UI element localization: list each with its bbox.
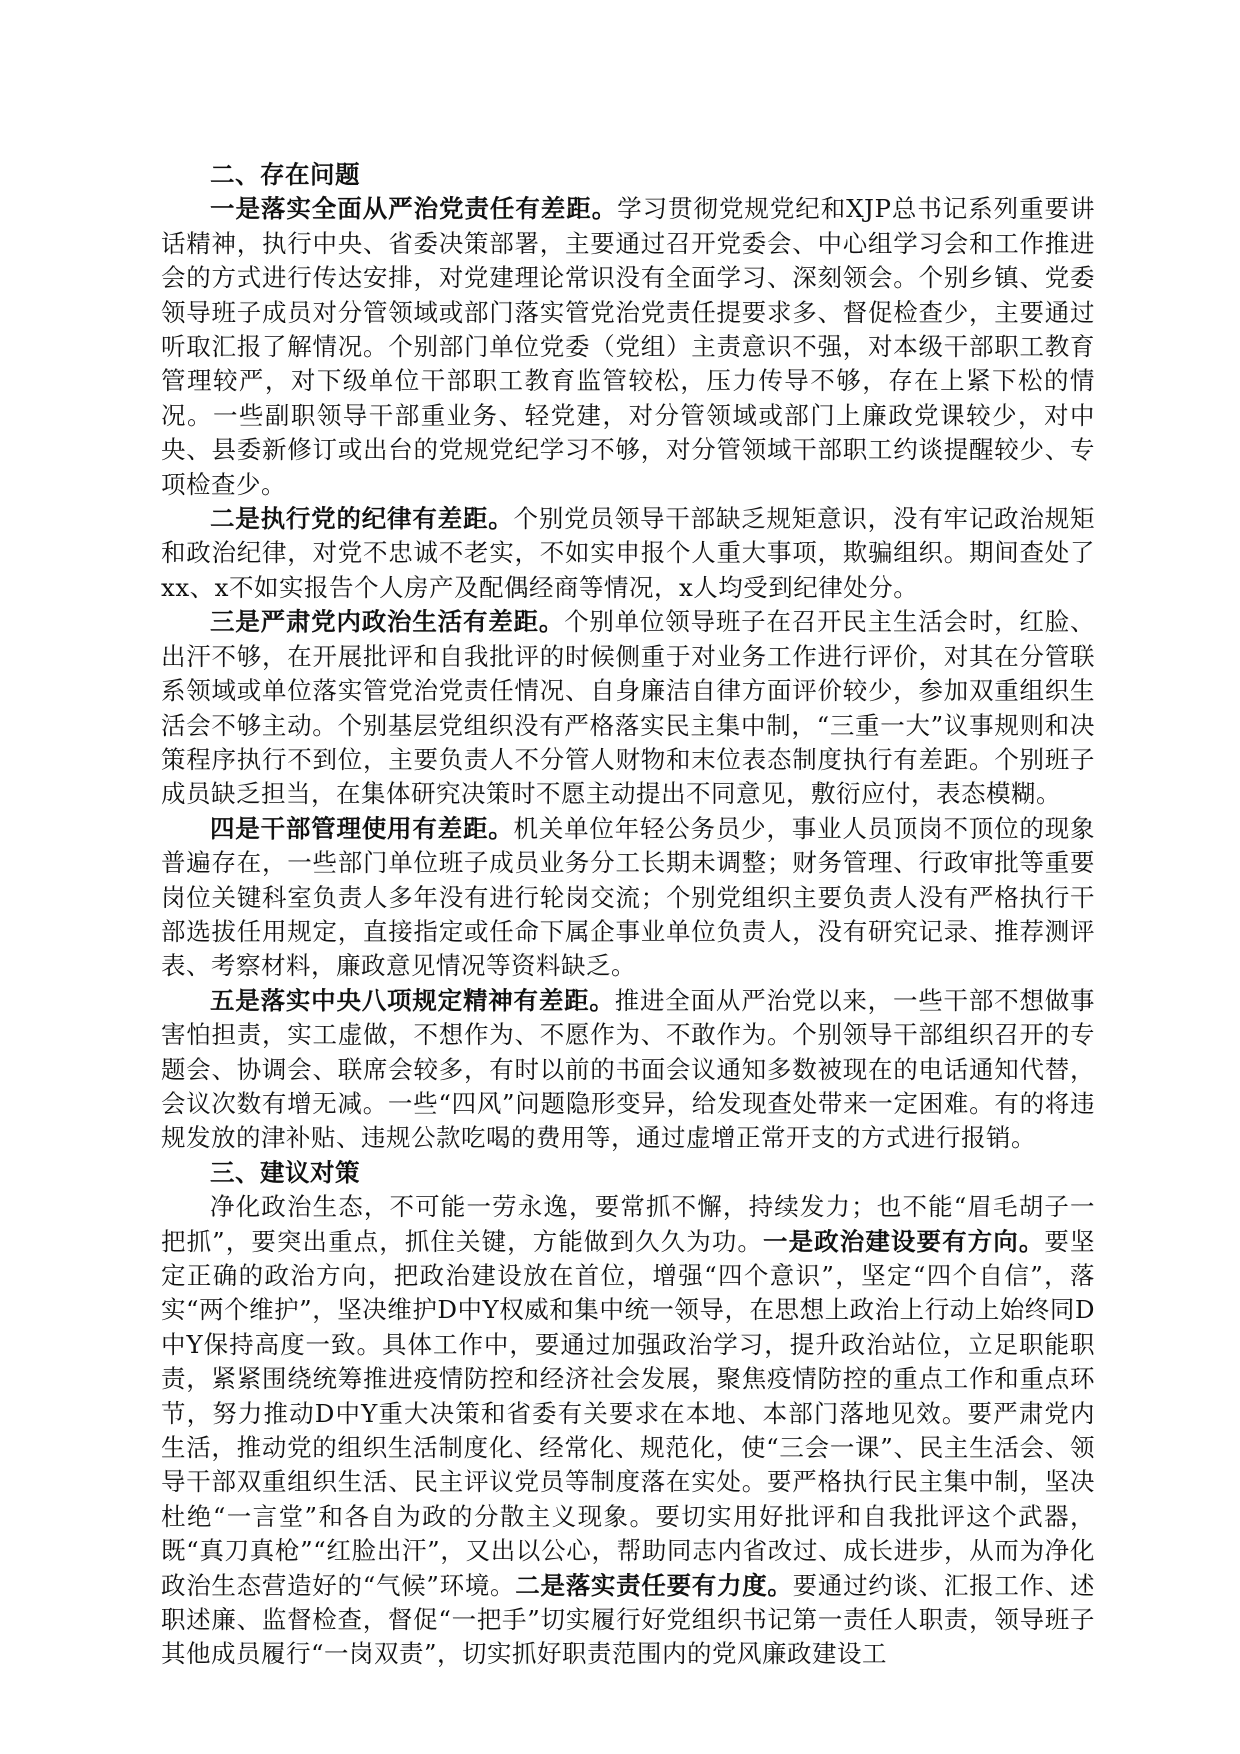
paragraph-lead: 二是执行党的纪律有差距。 bbox=[210, 504, 514, 534]
paragraph-lead: 一是政治建设要有方向。 bbox=[763, 1226, 1045, 1256]
paragraph-problem-4 bbox=[161, 812, 1095, 984]
section-heading-problems: 二、存在问题 bbox=[210, 160, 360, 189]
paragraph-problem-2 bbox=[161, 502, 1095, 605]
paragraph-problem-1 bbox=[161, 192, 1095, 502]
paragraph-text: 学习贯彻党规党纪和XJP总书记系列重要讲话精神，执行中央、省委决策部署，主要通过召开党委会、中心组学习会和工作推进会的方式进行传达安排，对党建理论常识没有全面学习、深刻领会。个别乡镇、党委领导班子成员对分管领域或部门落实管党治党责任提要求多、督促检查少，主要通过听取汇报了解情况。个别部门单位党委（党组）主责意识不强，对本级干部职工教育管理较严，对下级单位干部职工教育监管较松，压力传导不够，存在上紧下松的情况。一些副职领导干部重业务、轻党建，对分管领域或部门上廉政党课较少，对中央、县委新修订或出台的党规党纪学习不够，对分管领域干部职工约谈提醒较少、专项检查少。 bbox=[161, 194, 1096, 499]
paragraph-lead: 五是落实中央八项规定精神有差距。 bbox=[210, 985, 615, 1015]
paragraph-lead: 二是落实责任要有力度。 bbox=[515, 1570, 793, 1600]
document-page bbox=[161, 158, 1095, 1672]
section-heading-suggestions: 三、建议对策 bbox=[210, 1157, 360, 1187]
paragraph-text: 要通过约谈、汇报工作、述职述廉、监督检查，督促“一把手”切实履行好党组织书记第一责任人职责，领导班子其他成员履行“一岗双责”，切实抓好职责范围内的党风廉政建设工 bbox=[161, 1570, 1095, 1669]
paragraph-problem-3 bbox=[161, 605, 1095, 811]
paragraph-problem-5 bbox=[161, 984, 1095, 1156]
paragraph-lead: 一是落实全面从严治党责任有差距。 bbox=[210, 194, 618, 224]
paragraph-text: 推进全面从严治党以来，一些干部不想做事害怕担责，实工虚做，不想作为、不愿作为、不敢作为。个别领导干部组织召开的专题会、协调会、联席会较多，有时以前的书面会议通知多数被现在的电话通知代替，会议次数有增无减。一些“四风”问题隐形变异，给发现查处带来一定困难。有的将违规发放的津补贴、违规公款吃喝的费用等，通过虚增正常开支的方式进行报销。 bbox=[161, 985, 1096, 1153]
paragraph-text: 个别单位领导班子在召开民主生活会时，红脸、出汗不够，在开展批评和自我批评的时候侧重于对业务工作进行评价，对其在分管联系领域或单位落实管党治党责任情况、自身廉洁自律方面评价较少，参加双重组织生活会不够主动。个别基层党组织没有严格落实民主集中制，“三重一大”议事规则和决策程序执行不到位，主要负责人不分管人财物和末位表态制度执行有差距。个别班子成员缺乏担当，在集体研究决策时不愿主动提出不同意见，敷衍应付，表态模糊。 bbox=[161, 607, 1096, 809]
paragraph-suggestions bbox=[161, 1190, 1095, 1672]
paragraph-text: 机关单位年轻公务员少，事业人员顶岗不顶位的现象普遍存在，一些部门单位班子成员业务分工长期未调整；财务管理、行政审批等重要岗位关键科室负责人多年没有进行轮岗交流；个别党组织主要负责人没有严格执行干部选拔任用规定，直接指定或任命下属企事业单位负责人，没有研究记录、推荐测评表、考察材料，廉政意见情况等资料缺乏。 bbox=[161, 813, 1095, 981]
paragraph-lead: 四是干部管理使用有差距。 bbox=[210, 813, 514, 843]
paragraph-lead: 三是严肃党内政治生活有差距。 bbox=[210, 607, 565, 637]
paragraph-intro: 净化政治生态，不可能一劳永逸，要常抓不懈，持续发力；也不能“眉毛胡子一把抓”，要突出重点，抓住关键，方能做到久久为功。 bbox=[161, 1192, 1095, 1256]
paragraph-text: 个别党员领导干部缺乏规矩意识，没有牢记政治规矩和政治纪律，对党不忠诚不老实，不如实申报个人重大事项，欺骗组织。期间查处了xx、x不如实报告个人房产及配偶经商等情况，x人均受到纪律处分。 bbox=[161, 504, 1095, 602]
paragraph-text: 要坚定正确的政治方向，把政治建设放在首位，增强“四个意识”，坚定“四个自信”，落实“两个维护”，坚决维护D中Y权威和集中统一领导，在思想上政治上行动上始终同D中Y保持高度一致。具体工作中，要通过加强政治学习，提升政治站位，立足职能职责，紧紧围绕统筹推进疫情防控和经济社会发展，聚焦疫情防控的重点工作和重点环节，努力推动D中Y重大决策和省委有关要求在本地、本部门落地见效。要严肃党内生活，推动党的组织生活制度化、经常化、规范化，使“三会一课”、民主生活会、领导干部双重组织生活、民主评议党员等制度落在实处。要严格执行民主集中制，坚决杜绝“一言堂”和各自为政的分散主义现象。要切实用好批评和自我批评这个武器，既“真刀真枪”“红脸出汗”，又出以公心，帮助同志内省改过、成长进步，从而为净化政治生态营造好的“气候”环境。 bbox=[161, 1226, 1096, 1600]
